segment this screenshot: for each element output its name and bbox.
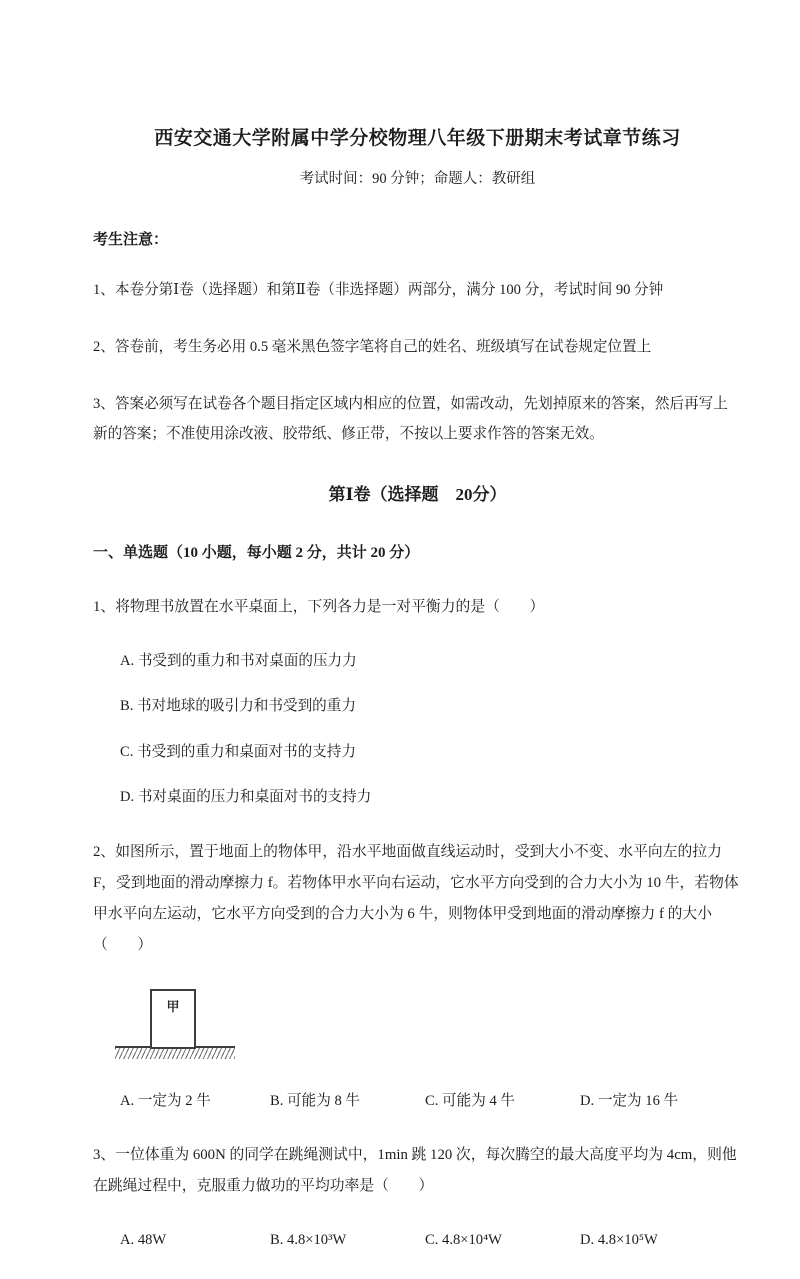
question-3-option-a: A. 48W — [120, 1232, 167, 1249]
page-title: 西安交通大学附属中学分校物理八年级下册期末考试章节练习 — [154, 128, 681, 149]
question-2-option-a: A. 一定为 2 牛 — [120, 1092, 211, 1109]
question-3-option-b: B. 4.8×10³W — [270, 1232, 347, 1249]
notice-heading: 考生注意： — [93, 232, 169, 248]
notice-item-3: 3、答案必须写在试卷各个题目指定区域内相应的位置，如需改动，先划掉原来的答案，然后再写上新的答案；不准使用涂改液、胶带纸、修正带，不按以上要求作答的答案无效。 — [93, 395, 728, 442]
question-2-options — [93, 1089, 742, 1110]
question-2-option-d: D. 一定为 16 牛 — [580, 1092, 679, 1109]
question-3-stem: 3、一位体重为 600N 的同学在跳绳测试中，1min 跳 120 次，每次腾空的最大高度平均为 4cm，则他在跳绳过程中，克服重力做功的平均功率是（ ） — [93, 1146, 737, 1194]
notice-item-2: 2、答卷前，考生务必用 0.5 毫米黑色签字笔将自己的姓名、班级填写在试卷规定位置上 — [93, 338, 652, 355]
block-box — [150, 989, 196, 1049]
question-2-figure — [115, 987, 235, 1059]
section-heading: 第Ⅰ卷（选择题 20分） — [328, 484, 507, 504]
question-3-option-c: C. 4.8×10⁴W — [425, 1232, 502, 1249]
notice-item-1: 1、本卷分第Ⅰ卷（选择题）和第Ⅱ卷（非选择题）两部分，满分 100 分，考试时间 90 分钟 — [93, 282, 664, 298]
question-2-option-b: B. 可能为 8 牛 — [270, 1092, 360, 1109]
question-1-stem: 1、将物理书放置在水平桌面上，下列各力是一对平衡力的是（ ） — [93, 598, 545, 615]
question-1-option-d: D. 书对桌面的压力和桌面对书的支持力 — [120, 789, 372, 806]
question-2-option-c: C. 可能为 4 牛 — [425, 1092, 515, 1109]
question-1-options — [93, 653, 742, 807]
question-1-option-b: B. 书对地球的吸引力和书受到的重力 — [120, 698, 356, 715]
block-label: 甲 — [166, 998, 180, 1014]
question-3-option-d: D. 4.8×10⁵W — [580, 1232, 658, 1249]
question-3-options — [93, 1232, 742, 1249]
question-1-option-c: C. 书受到的重力和桌面对书的支持力 — [120, 743, 356, 760]
question-type-heading: 一、单选题（10 小题，每小题 2 分，共计 20 分） — [93, 544, 420, 561]
exam-meta: 考试时间：90 分钟；命题人：教研组 — [299, 171, 536, 187]
question-1-option-a: A. 书受到的重力和书对桌面的压力力 — [120, 652, 357, 669]
question-2-stem: 2、如图所示，置于地面上的物体甲，沿水平地面做直线运动时，受到大小不变、水平向左的拉力 F，受到地面的滑动摩擦力 f。若物体甲水平向右运动，它水平方向受到的合力大小为 10 牛，若物体甲水平向左运动，它水平方向受到的合力大小为 6 牛，则物体甲受到地面的滑动摩擦力 f 的大小（ ） — [93, 843, 739, 953]
